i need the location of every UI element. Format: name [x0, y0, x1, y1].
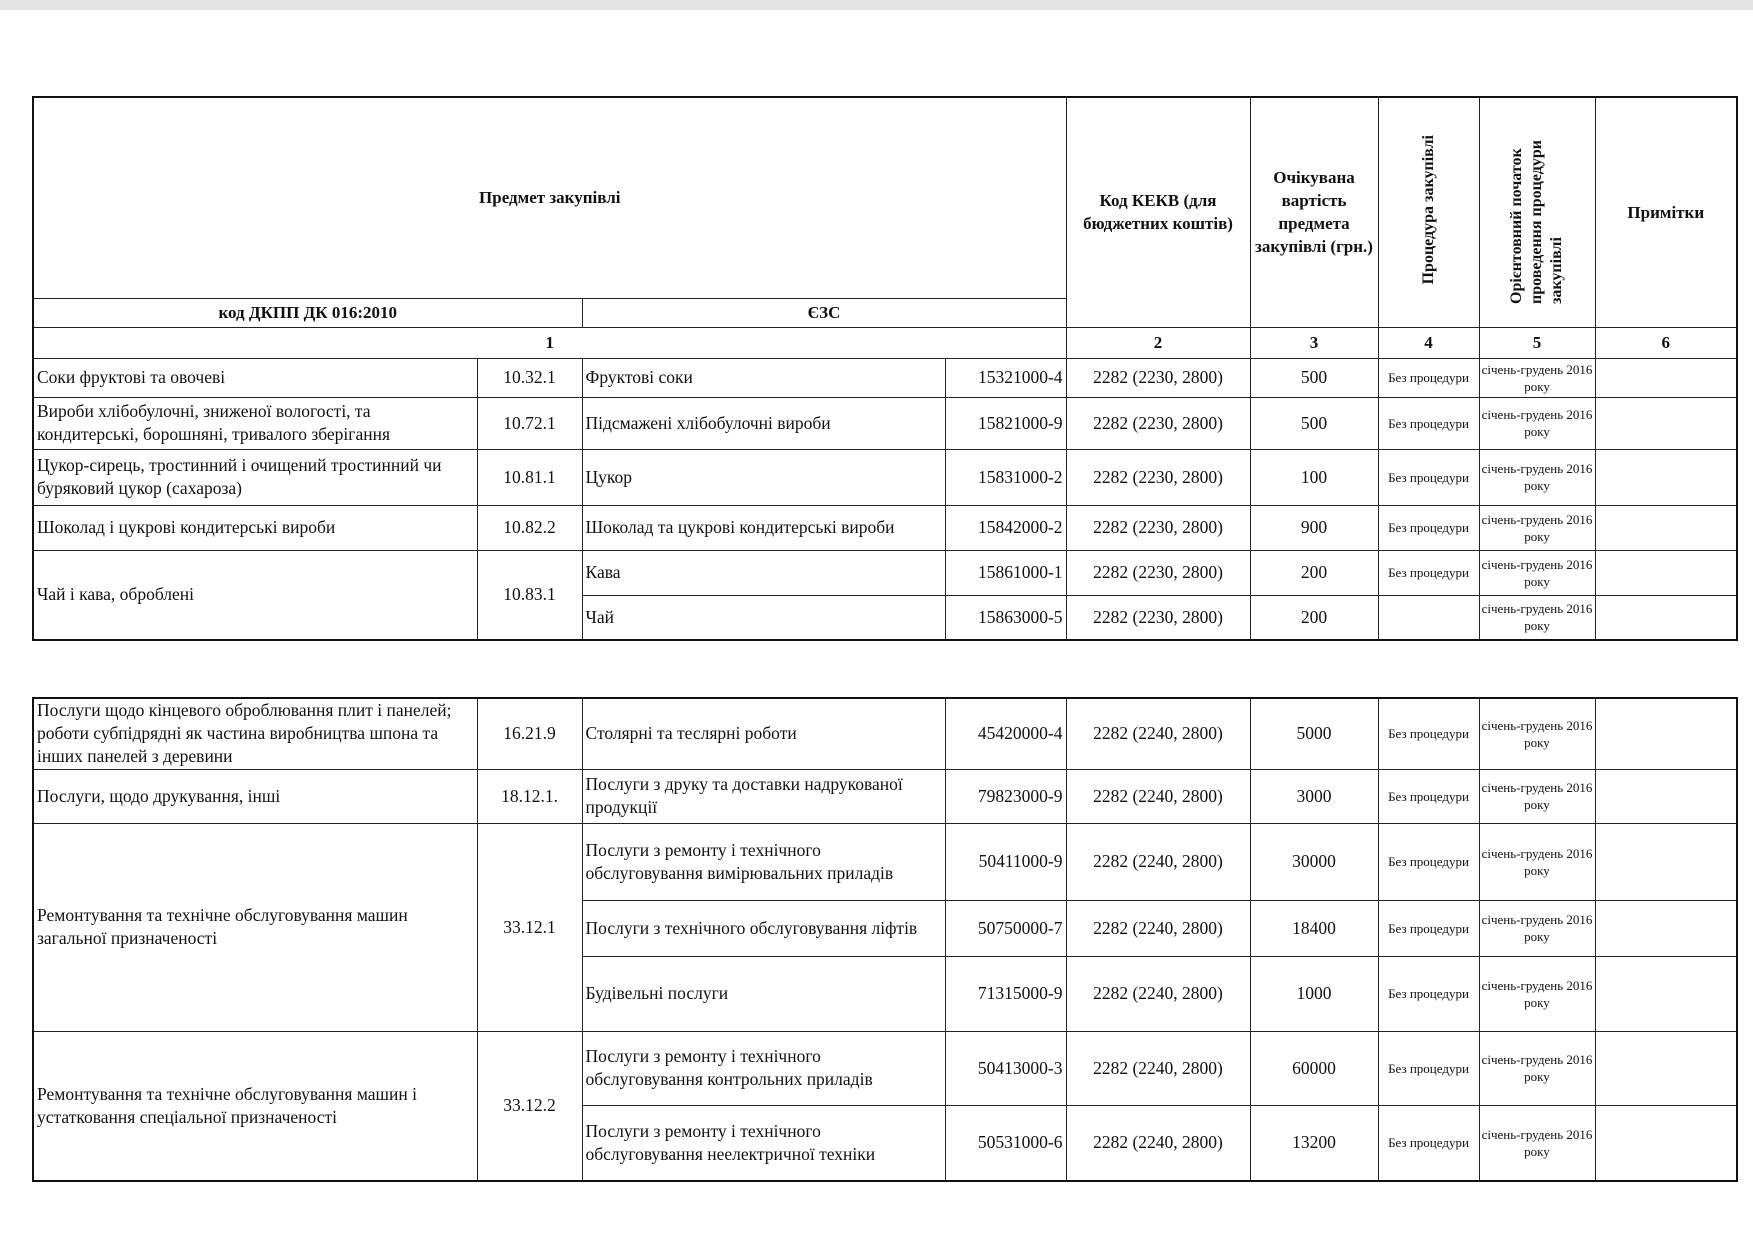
start-period: січень-грудень 2016 року — [1479, 1031, 1595, 1105]
ezs-name: Цукор — [582, 449, 945, 505]
notes — [1595, 397, 1737, 449]
ezs-code: 50750000-7 — [945, 900, 1066, 956]
table-row — [33, 823, 1737, 900]
header-procedure: Процедура закупівлі — [1419, 134, 1437, 284]
kekv-code: 2282 (2240, 2800) — [1066, 900, 1250, 956]
expected-cost: 3000 — [1250, 769, 1378, 823]
procurement-table-part-1 — [32, 96, 1738, 641]
table-row — [33, 358, 1737, 397]
expected-cost: 500 — [1250, 397, 1378, 449]
dkpp-code: 10.32.1 — [477, 358, 582, 397]
notes — [1595, 769, 1737, 823]
kekv-code: 2282 (2230, 2800) — [1066, 505, 1250, 550]
start-period: січень-грудень 2016 року — [1479, 769, 1595, 823]
ezs-name: Чай — [582, 595, 945, 640]
notes — [1595, 595, 1737, 640]
start-period: січень-грудень 2016 року — [1479, 397, 1595, 449]
dkpp-name: Шоколад і цукрові кондитерські вироби — [33, 505, 477, 550]
notes — [1595, 449, 1737, 505]
start-period: січень-грудень 2016 року — [1479, 358, 1595, 397]
dkpp-name: Послуги, щодо друкування, інші — [33, 769, 477, 823]
column-number: 1 — [33, 327, 1066, 358]
ezs-code: 15321000-4 — [945, 358, 1066, 397]
procedure: Без процедури — [1378, 956, 1479, 1031]
expected-cost: 900 — [1250, 505, 1378, 550]
notes — [1595, 358, 1737, 397]
expected-cost: 200 — [1250, 550, 1378, 595]
header-start: Орієнтовний початок проведення процедури закупівлі — [1508, 140, 1566, 305]
procedure: Без процедури — [1378, 397, 1479, 449]
kekv-code: 2282 (2240, 2800) — [1066, 769, 1250, 823]
kekv-code: 2282 (2230, 2800) — [1066, 397, 1250, 449]
procedure: Без процедури — [1378, 550, 1479, 595]
ezs-code: 15842000-2 — [945, 505, 1066, 550]
expected-cost: 500 — [1250, 358, 1378, 397]
dkpp-name: Вироби хлібобулочні, зниженої вологості, та кондитерські, борошняні, тривалого зберігання — [33, 397, 477, 449]
header-dkpp: код ДКПП ДК 016:2010 — [33, 298, 582, 327]
notes — [1595, 505, 1737, 550]
procedure: Без процедури — [1378, 449, 1479, 505]
dkpp-code: 10.82.2 — [477, 505, 582, 550]
dkpp-name: Послуги щодо кінцевого оброблювання плит і панелей; роботи субпідрядні як частина виробництва шпона та інших панелей з деревини — [33, 698, 477, 769]
ezs-code: 79823000-9 — [945, 769, 1066, 823]
notes — [1595, 900, 1737, 956]
header-subject: Предмет закупівлі — [33, 97, 1066, 298]
header-notes: Примітки — [1595, 97, 1737, 327]
procedure: Без процедури — [1378, 698, 1479, 769]
ezs-code: 15863000-5 — [945, 595, 1066, 640]
procedure: Без процедури — [1378, 823, 1479, 900]
column-number: 4 — [1378, 327, 1479, 358]
dkpp-name: Соки фруктові та овочеві — [33, 358, 477, 397]
ezs-name: Кава — [582, 550, 945, 595]
expected-cost: 5000 — [1250, 698, 1378, 769]
procedure: Без процедури — [1378, 769, 1479, 823]
scan-edge — [0, 0, 1753, 10]
start-period: січень-грудень 2016 року — [1479, 823, 1595, 900]
header-cost: Очікувана вартість предмета закупівлі (грн.) — [1250, 97, 1378, 327]
table-row — [33, 550, 1737, 595]
start-period: січень-грудень 2016 року — [1479, 449, 1595, 505]
kekv-code: 2282 (2240, 2800) — [1066, 1105, 1250, 1181]
column-number: 5 — [1479, 327, 1595, 358]
dkpp-name: Цукор-сирець, тростинний і очищений тростинний чи буряковий цукор (сахароза) — [33, 449, 477, 505]
ezs-code: 45420000-4 — [945, 698, 1066, 769]
ezs-code: 50413000-3 — [945, 1031, 1066, 1105]
table-row — [33, 769, 1737, 823]
notes — [1595, 823, 1737, 900]
ezs-code: 15861000-1 — [945, 550, 1066, 595]
start-period: січень-грудень 2016 року — [1479, 900, 1595, 956]
procedure: Без процедури — [1378, 1031, 1479, 1105]
procedure: Без процедури — [1378, 900, 1479, 956]
kekv-code: 2282 (2230, 2800) — [1066, 550, 1250, 595]
ezs-name: Будівельні послуги — [582, 956, 945, 1031]
notes — [1595, 956, 1737, 1031]
column-number: 6 — [1595, 327, 1737, 358]
kekv-code: 2282 (2240, 2800) — [1066, 823, 1250, 900]
procurement-table-part-2 — [32, 697, 1738, 1182]
dkpp-code: 10.83.1 — [477, 550, 582, 640]
dkpp-code: 18.12.1. — [477, 769, 582, 823]
expected-cost: 200 — [1250, 595, 1378, 640]
table-row — [33, 397, 1737, 449]
dkpp-code: 33.12.1 — [477, 823, 582, 1031]
column-number: 3 — [1250, 327, 1378, 358]
procedure: Без процедури — [1378, 1105, 1479, 1181]
dkpp-code: 10.81.1 — [477, 449, 582, 505]
table-row — [33, 449, 1737, 505]
kekv-code: 2282 (2230, 2800) — [1066, 595, 1250, 640]
start-period: січень-грудень 2016 року — [1479, 698, 1595, 769]
dkpp-code: 10.72.1 — [477, 397, 582, 449]
dkpp-code: 33.12.2 — [477, 1031, 582, 1181]
ezs-code: 15821000-9 — [945, 397, 1066, 449]
kekv-code: 2282 (2240, 2800) — [1066, 956, 1250, 1031]
start-period: січень-грудень 2016 року — [1479, 1105, 1595, 1181]
ezs-name: Фруктові соки — [582, 358, 945, 397]
ezs-name: Підсмажені хлібобулочні вироби — [582, 397, 945, 449]
header-kekv: Код КЕКВ (для бюджетних коштів) — [1066, 97, 1250, 327]
procedure: Без процедури — [1378, 505, 1479, 550]
dkpp-name: Ремонтування та технічне обслуговування машин загальної призначеності — [33, 823, 477, 1031]
start-period: січень-грудень 2016 року — [1479, 550, 1595, 595]
kekv-code: 2282 (2240, 2800) — [1066, 698, 1250, 769]
column-number: 2 — [1066, 327, 1250, 358]
ezs-code: 15831000-2 — [945, 449, 1066, 505]
notes — [1595, 1105, 1737, 1181]
start-period: січень-грудень 2016 року — [1479, 595, 1595, 640]
dkpp-name: Чай і кава, оброблені — [33, 550, 477, 640]
kekv-code: 2282 (2230, 2800) — [1066, 358, 1250, 397]
ezs-name: Послуги з ремонту і технічного обслуговування контрольних приладів — [582, 1031, 945, 1105]
start-period: січень-грудень 2016 року — [1479, 505, 1595, 550]
expected-cost: 30000 — [1250, 823, 1378, 900]
procedure: Без процедури — [1378, 358, 1479, 397]
ezs-name: Столярні та теслярні роботи — [582, 698, 945, 769]
ezs-name: Послуги з ремонту і технічного обслуговування неелектричної техніки — [582, 1105, 945, 1181]
expected-cost: 1000 — [1250, 956, 1378, 1031]
ezs-code: 71315000-9 — [945, 956, 1066, 1031]
ezs-name: Послуги з технічного обслуговування ліфтів — [582, 900, 945, 956]
table-row — [33, 1031, 1737, 1105]
header-ezs: ЄЗС — [582, 298, 1066, 327]
ezs-name: Шоколад та цукрові кондитерські вироби — [582, 505, 945, 550]
start-period: січень-грудень 2016 року — [1479, 956, 1595, 1031]
ezs-name: Послуги з ремонту і технічного обслуговування вимірювальних приладів — [582, 823, 945, 900]
notes — [1595, 1031, 1737, 1105]
ezs-name: Послуги з друку та доставки надрукованої продукції — [582, 769, 945, 823]
table-row — [33, 698, 1737, 769]
ezs-code: 50531000-6 — [945, 1105, 1066, 1181]
expected-cost: 18400 — [1250, 900, 1378, 956]
expected-cost: 100 — [1250, 449, 1378, 505]
notes — [1595, 550, 1737, 595]
kekv-code: 2282 (2240, 2800) — [1066, 1031, 1250, 1105]
expected-cost: 13200 — [1250, 1105, 1378, 1181]
notes — [1595, 698, 1737, 769]
kekv-code: 2282 (2230, 2800) — [1066, 449, 1250, 505]
ezs-code: 50411000-9 — [945, 823, 1066, 900]
procedure — [1378, 595, 1479, 640]
expected-cost: 60000 — [1250, 1031, 1378, 1105]
dkpp-name: Ремонтування та технічне обслуговування машин і устатковання спеціальної призначеності — [33, 1031, 477, 1181]
table-row — [33, 505, 1737, 550]
dkpp-code: 16.21.9 — [477, 698, 582, 769]
